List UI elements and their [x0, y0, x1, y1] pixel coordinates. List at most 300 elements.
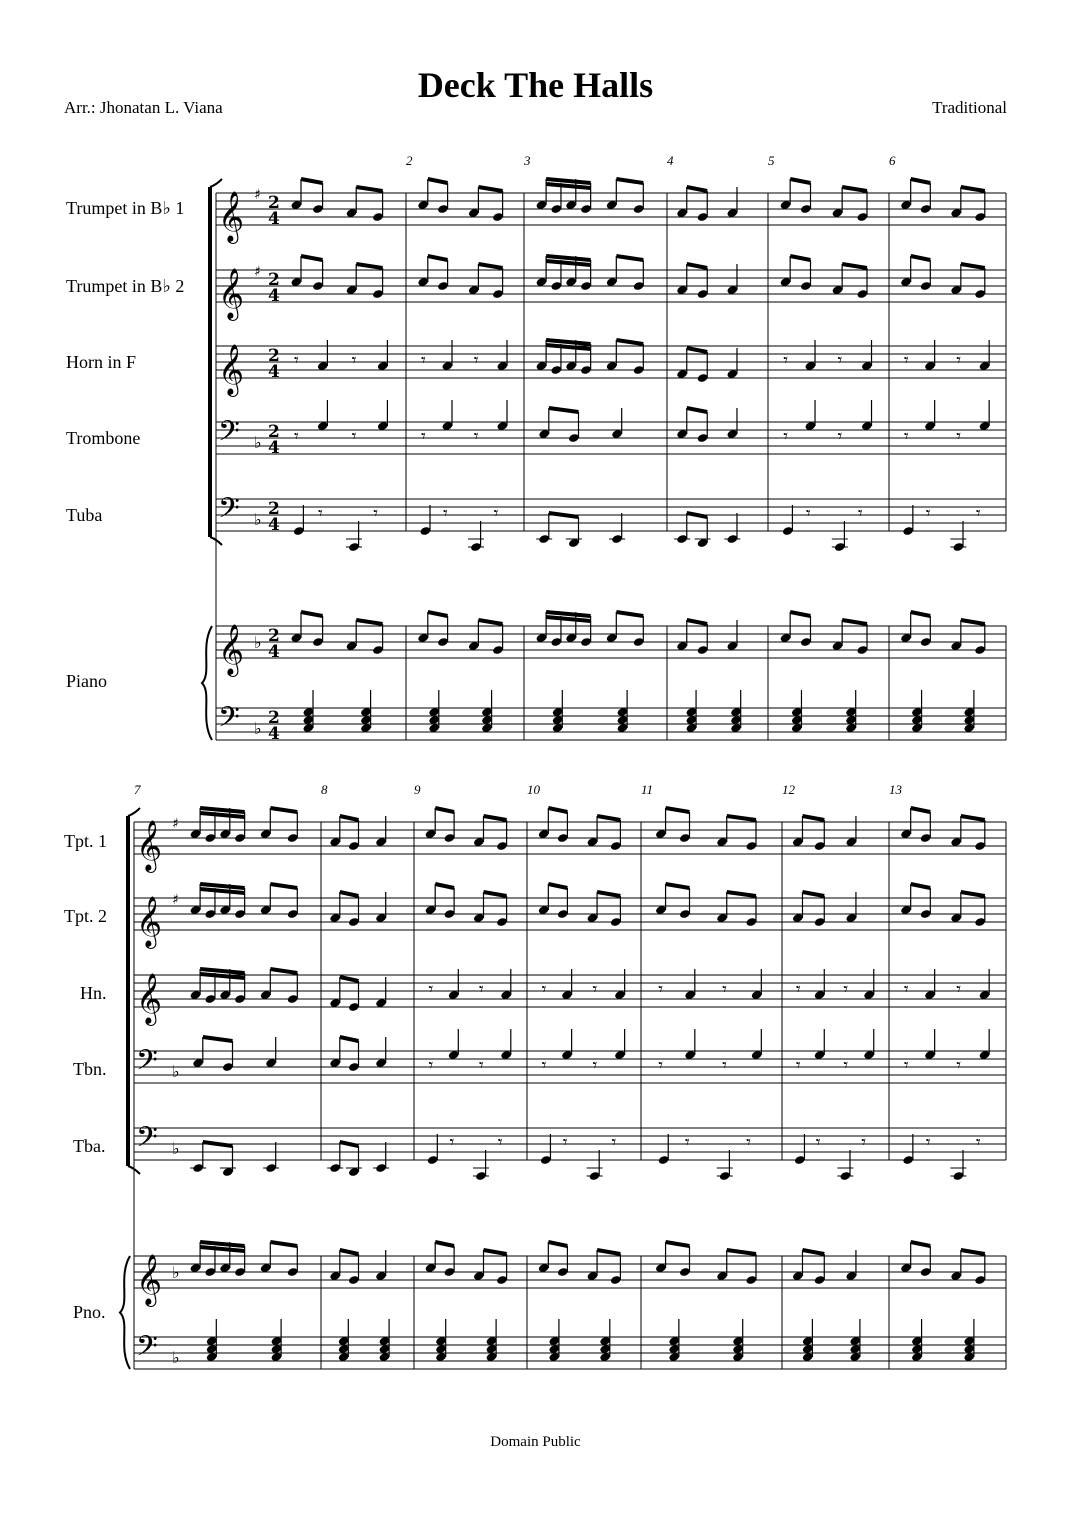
note — [924, 340, 936, 371]
beam-bar — [687, 408, 707, 412]
beam-bar — [961, 620, 985, 624]
beam-bar — [842, 264, 867, 268]
eighth-rest: 𝄾 — [746, 1132, 751, 1153]
beam-bar — [687, 348, 707, 352]
note — [606, 256, 618, 287]
beam — [802, 892, 824, 896]
beam-bar — [961, 1250, 985, 1254]
beam-bar — [478, 620, 502, 624]
note — [726, 620, 738, 651]
beam-bar — [340, 892, 359, 896]
note — [417, 179, 429, 210]
note — [441, 400, 453, 431]
note — [496, 1254, 508, 1285]
staff-pno-right — [134, 1256, 1006, 1288]
note — [561, 969, 573, 1000]
note — [290, 256, 302, 287]
note — [204, 888, 216, 919]
staff-trumpet-1 — [216, 193, 1006, 225]
measure-number: 9 — [414, 782, 421, 797]
note — [716, 892, 728, 923]
beam-bar — [478, 187, 502, 191]
note — [800, 183, 812, 214]
beam — [687, 620, 707, 624]
note — [610, 1254, 622, 1285]
eighth-rest: 𝄾 — [795, 1055, 801, 1076]
beam-bar — [961, 892, 985, 896]
note — [920, 1246, 932, 1277]
note — [468, 620, 480, 651]
time-signature-top: 2 — [268, 193, 280, 213]
note — [565, 179, 577, 210]
note — [348, 981, 360, 1012]
staff-hn — [134, 975, 1006, 1007]
time-signature-top: 2 — [268, 708, 280, 728]
beam-bar — [356, 187, 382, 191]
note — [473, 1250, 485, 1281]
beam-bar — [911, 612, 931, 616]
note — [920, 183, 932, 214]
note — [684, 1029, 696, 1060]
staff-tpt2 — [134, 898, 1006, 930]
note — [219, 969, 231, 1000]
beam-bar — [687, 620, 707, 624]
note — [372, 191, 384, 222]
note — [950, 816, 962, 847]
beam-bar — [340, 816, 359, 820]
note — [606, 612, 618, 643]
instrument-label-tpt1: Tpt. 1 — [64, 831, 107, 851]
beam-bar — [687, 513, 707, 517]
note — [861, 400, 873, 431]
eighth-rest: 𝄾 — [318, 503, 323, 524]
beam-bar — [548, 1242, 567, 1246]
note — [856, 191, 868, 222]
eighth-rest: 𝄾 — [541, 1055, 547, 1076]
measure-number: 6 — [889, 153, 896, 168]
beam — [727, 1250, 756, 1254]
beam-bar — [597, 1250, 620, 1254]
note — [425, 884, 437, 915]
beam — [340, 977, 359, 981]
note — [260, 1242, 272, 1273]
beam — [597, 892, 620, 896]
note — [550, 344, 562, 375]
beam — [356, 264, 382, 268]
note — [568, 412, 580, 443]
sharp-icon: ♯ — [172, 816, 179, 832]
treble-clef-icon: 𝄞 — [136, 973, 163, 1024]
note — [372, 624, 384, 655]
measure-number: 4 — [667, 153, 674, 168]
staff-tpt1 — [134, 822, 1006, 854]
beam — [548, 884, 567, 888]
note — [346, 187, 358, 218]
note — [204, 812, 216, 843]
beam — [961, 1250, 985, 1254]
beam-bar — [790, 179, 810, 183]
note — [863, 969, 875, 1000]
beam-bar — [802, 816, 824, 820]
note — [780, 179, 792, 210]
beam — [484, 892, 507, 896]
beam — [687, 513, 707, 517]
measure-number: 5 — [768, 153, 775, 168]
note — [346, 264, 358, 295]
note — [444, 1246, 456, 1277]
beam-bar — [200, 808, 245, 812]
note — [655, 1242, 667, 1273]
note — [190, 808, 202, 839]
note — [263, 1142, 279, 1173]
beam-bar — [270, 1242, 297, 1246]
eighth-rest: 𝄾 — [592, 1055, 598, 1076]
note — [745, 1254, 757, 1285]
eighth-rest: 𝄾 — [421, 426, 426, 447]
time-signature-top: 2 — [268, 270, 280, 290]
time-signature-bottom: 4 — [268, 724, 280, 744]
note — [260, 884, 272, 915]
note — [468, 521, 484, 552]
beam-bar — [597, 892, 620, 896]
beam-bar — [356, 620, 382, 624]
eighth-rest: 𝄾 — [795, 979, 801, 1000]
eighth-rest: 𝄾 — [975, 503, 981, 524]
note — [716, 1250, 728, 1281]
beam-bar — [616, 612, 643, 616]
bass-clef-icon: 𝄢 — [218, 415, 240, 455]
eighth-rest: 𝄾 — [658, 979, 664, 1000]
eighth-rest: 𝄾 — [722, 1055, 727, 1076]
note — [437, 616, 449, 647]
beam-bar — [911, 808, 931, 812]
note — [751, 1029, 763, 1060]
beam — [356, 620, 382, 624]
note — [974, 268, 986, 299]
beam — [549, 408, 579, 412]
measure-number: 3 — [524, 153, 531, 168]
beam-bar — [428, 179, 448, 183]
beam-bar — [911, 179, 931, 183]
eighth-rest: 𝄾 — [975, 1132, 981, 1153]
note — [348, 820, 360, 851]
note — [655, 884, 667, 915]
treble-clef-icon: 𝄞 — [218, 624, 245, 675]
note — [924, 400, 936, 431]
beam — [340, 892, 359, 896]
treble-clef-icon: 𝄞 — [136, 820, 163, 871]
eighth-rest: 𝄾 — [925, 1132, 931, 1153]
note — [676, 408, 688, 439]
note — [697, 624, 709, 655]
treble-clef-icon: 𝄞 — [136, 1254, 163, 1305]
time-signature-top: 2 — [268, 422, 280, 442]
beam-bar — [727, 816, 756, 820]
note — [684, 969, 696, 1000]
note — [565, 340, 577, 371]
time-signature-top: 2 — [268, 346, 280, 366]
beam — [301, 179, 323, 183]
eighth-rest: 𝄾 — [428, 979, 434, 1000]
beam-bar — [666, 884, 690, 888]
treble-clef-icon: 𝄞 — [136, 896, 163, 947]
beam-bar — [666, 808, 690, 812]
note — [540, 1134, 552, 1165]
note — [900, 884, 912, 915]
beam-bar — [200, 1247, 245, 1251]
note — [190, 1142, 206, 1173]
beam — [270, 969, 297, 973]
beam — [200, 1242, 245, 1251]
staff-horn — [216, 346, 1006, 378]
eighth-rest: 𝄾 — [843, 979, 849, 1000]
note — [557, 1246, 569, 1277]
beam — [548, 1242, 567, 1246]
note — [979, 1029, 991, 1060]
beam — [911, 612, 931, 616]
beam-bar — [727, 892, 756, 896]
beam — [203, 1037, 233, 1041]
beam-bar — [200, 884, 245, 888]
note — [679, 812, 691, 843]
bass-clef-icon: 𝄢 — [136, 1044, 158, 1084]
note — [317, 340, 329, 371]
beam — [616, 612, 643, 616]
flat-icon: ♭ — [254, 633, 262, 652]
note — [550, 616, 562, 647]
bass-clef-icon: 𝄢 — [218, 701, 240, 741]
note — [375, 977, 387, 1008]
measure-number: 2 — [406, 153, 413, 168]
eighth-rest: 𝄾 — [815, 1132, 821, 1153]
beam — [356, 187, 382, 191]
note — [610, 820, 622, 851]
note — [676, 620, 688, 651]
flat-icon: ♭ — [254, 433, 262, 452]
note — [587, 1250, 599, 1281]
note — [658, 1134, 670, 1165]
note — [441, 340, 453, 371]
eighth-rest: 𝄾 — [373, 503, 378, 524]
note — [329, 1250, 341, 1281]
beam — [687, 408, 707, 412]
note — [800, 260, 812, 291]
note — [845, 816, 857, 847]
note — [375, 1250, 387, 1281]
beam-bar — [546, 256, 591, 260]
note — [536, 256, 548, 287]
eighth-rest: 𝄾 — [843, 1055, 849, 1076]
eighth-rest: 𝄾 — [449, 1132, 455, 1153]
instrument-label-tpt2: Tpt. 2 — [64, 906, 107, 926]
beam-bar — [301, 256, 323, 260]
note — [220, 1146, 236, 1177]
note — [726, 408, 738, 439]
measure-number: 13 — [889, 782, 902, 797]
note — [468, 264, 480, 295]
note — [587, 1150, 603, 1181]
note — [377, 340, 389, 371]
note — [745, 820, 757, 851]
eighth-rest: 𝄾 — [722, 979, 727, 1000]
note — [679, 1246, 691, 1277]
beam — [340, 1250, 359, 1254]
staff-piano-right — [216, 626, 1006, 658]
beam — [790, 256, 810, 260]
beam — [666, 884, 690, 888]
note — [950, 187, 962, 218]
beam-bar — [340, 977, 359, 981]
eighth-rest: 𝄾 — [903, 350, 909, 371]
time-signature-bottom: 4 — [268, 642, 280, 662]
note — [950, 1150, 966, 1181]
beam-bar — [484, 816, 507, 820]
staff-tuba — [216, 499, 1006, 531]
beam — [911, 884, 931, 888]
note — [633, 183, 645, 214]
beam-bar — [340, 1037, 359, 1041]
beam-bar — [548, 884, 567, 888]
note — [427, 1134, 439, 1165]
note — [222, 1041, 234, 1072]
bracket-hook — [210, 179, 222, 187]
beam — [802, 816, 824, 820]
beam-bar — [616, 340, 643, 344]
note — [614, 1029, 626, 1060]
note — [536, 513, 552, 544]
note — [920, 260, 932, 291]
beam-bar — [301, 179, 323, 183]
measure-number: 10 — [527, 782, 540, 797]
instrument-label-tuba: Tuba — [66, 505, 103, 525]
beam — [666, 1242, 690, 1246]
beam — [597, 816, 620, 820]
beam — [340, 816, 359, 820]
staff-trombone — [216, 422, 1006, 454]
flat-icon: ♭ — [172, 1139, 180, 1158]
note — [979, 969, 991, 1000]
note — [814, 969, 826, 1000]
bass-clef-icon: 𝄢 — [136, 1330, 158, 1370]
treble-clef-icon: 𝄞 — [218, 268, 245, 319]
note — [346, 1146, 362, 1177]
note — [856, 268, 868, 299]
eighth-rest: 𝄾 — [294, 350, 299, 371]
beam — [435, 884, 454, 888]
note — [950, 521, 966, 552]
note — [726, 264, 738, 295]
beam — [435, 1242, 454, 1246]
instrument-label-hn: Hn. — [80, 983, 107, 1003]
note — [814, 1254, 826, 1285]
note — [204, 973, 216, 1004]
eighth-rest: 𝄾 — [903, 979, 909, 1000]
measure-number: 11 — [641, 782, 654, 797]
note — [900, 808, 912, 839]
beam-bar — [616, 256, 643, 260]
beam — [802, 1250, 824, 1254]
flat-icon: ♭ — [172, 1348, 180, 1367]
instrument-label-trumpet-1: Trumpet in B♭ 1 — [66, 198, 185, 218]
note — [468, 187, 480, 218]
eighth-rest: 𝄾 — [783, 426, 789, 447]
beam — [478, 187, 502, 191]
treble-clef-icon: 𝄞 — [218, 344, 245, 395]
note — [190, 969, 202, 1000]
beam-bar — [200, 889, 245, 893]
beam — [687, 264, 707, 268]
note — [566, 517, 582, 548]
beam — [961, 264, 985, 268]
note — [587, 892, 599, 923]
beam-bar — [270, 884, 297, 888]
beam — [270, 808, 297, 812]
note — [329, 1037, 341, 1068]
piano-brace — [202, 626, 212, 740]
beam — [911, 256, 931, 260]
eighth-rest: 𝄾 — [925, 503, 931, 524]
note — [317, 400, 329, 431]
note — [192, 1037, 204, 1068]
measure-number: 7 — [134, 782, 141, 797]
staff-pno-left — [134, 1337, 1006, 1369]
beam-bar — [546, 261, 591, 265]
note — [716, 816, 728, 847]
note — [924, 969, 936, 1000]
eighth-rest: 𝄾 — [294, 426, 299, 447]
note — [496, 896, 508, 927]
bass-clef-icon: 𝄢 — [218, 492, 240, 532]
beam-bar — [802, 1250, 824, 1254]
beam — [666, 808, 690, 812]
beam-bar — [666, 1242, 690, 1246]
note — [832, 187, 844, 218]
note — [190, 1242, 202, 1273]
note — [614, 969, 626, 1000]
note — [792, 816, 804, 847]
note — [792, 1250, 804, 1281]
sharp-icon: ♯ — [254, 264, 261, 280]
note — [565, 612, 577, 643]
note — [920, 616, 932, 647]
note — [633, 344, 645, 375]
beam — [428, 612, 448, 616]
note — [496, 820, 508, 851]
beam — [340, 1037, 359, 1041]
note — [536, 179, 548, 210]
eighth-rest: 𝄾 — [473, 426, 479, 447]
note — [496, 340, 508, 371]
note — [312, 183, 324, 214]
note — [219, 1242, 231, 1273]
eighth-rest: 𝄾 — [857, 503, 863, 524]
note — [538, 808, 550, 839]
note — [425, 808, 437, 839]
note — [974, 1254, 986, 1285]
note — [726, 187, 738, 218]
note — [538, 884, 550, 915]
beam — [428, 256, 448, 260]
time-signature-bottom: 4 — [268, 362, 280, 382]
note — [375, 816, 387, 847]
note — [265, 1037, 277, 1068]
beam-bar — [961, 187, 985, 191]
eighth-rest: 𝄾 — [351, 350, 357, 371]
note — [561, 1029, 573, 1060]
note — [417, 256, 429, 287]
note — [536, 612, 548, 643]
note — [697, 268, 709, 299]
